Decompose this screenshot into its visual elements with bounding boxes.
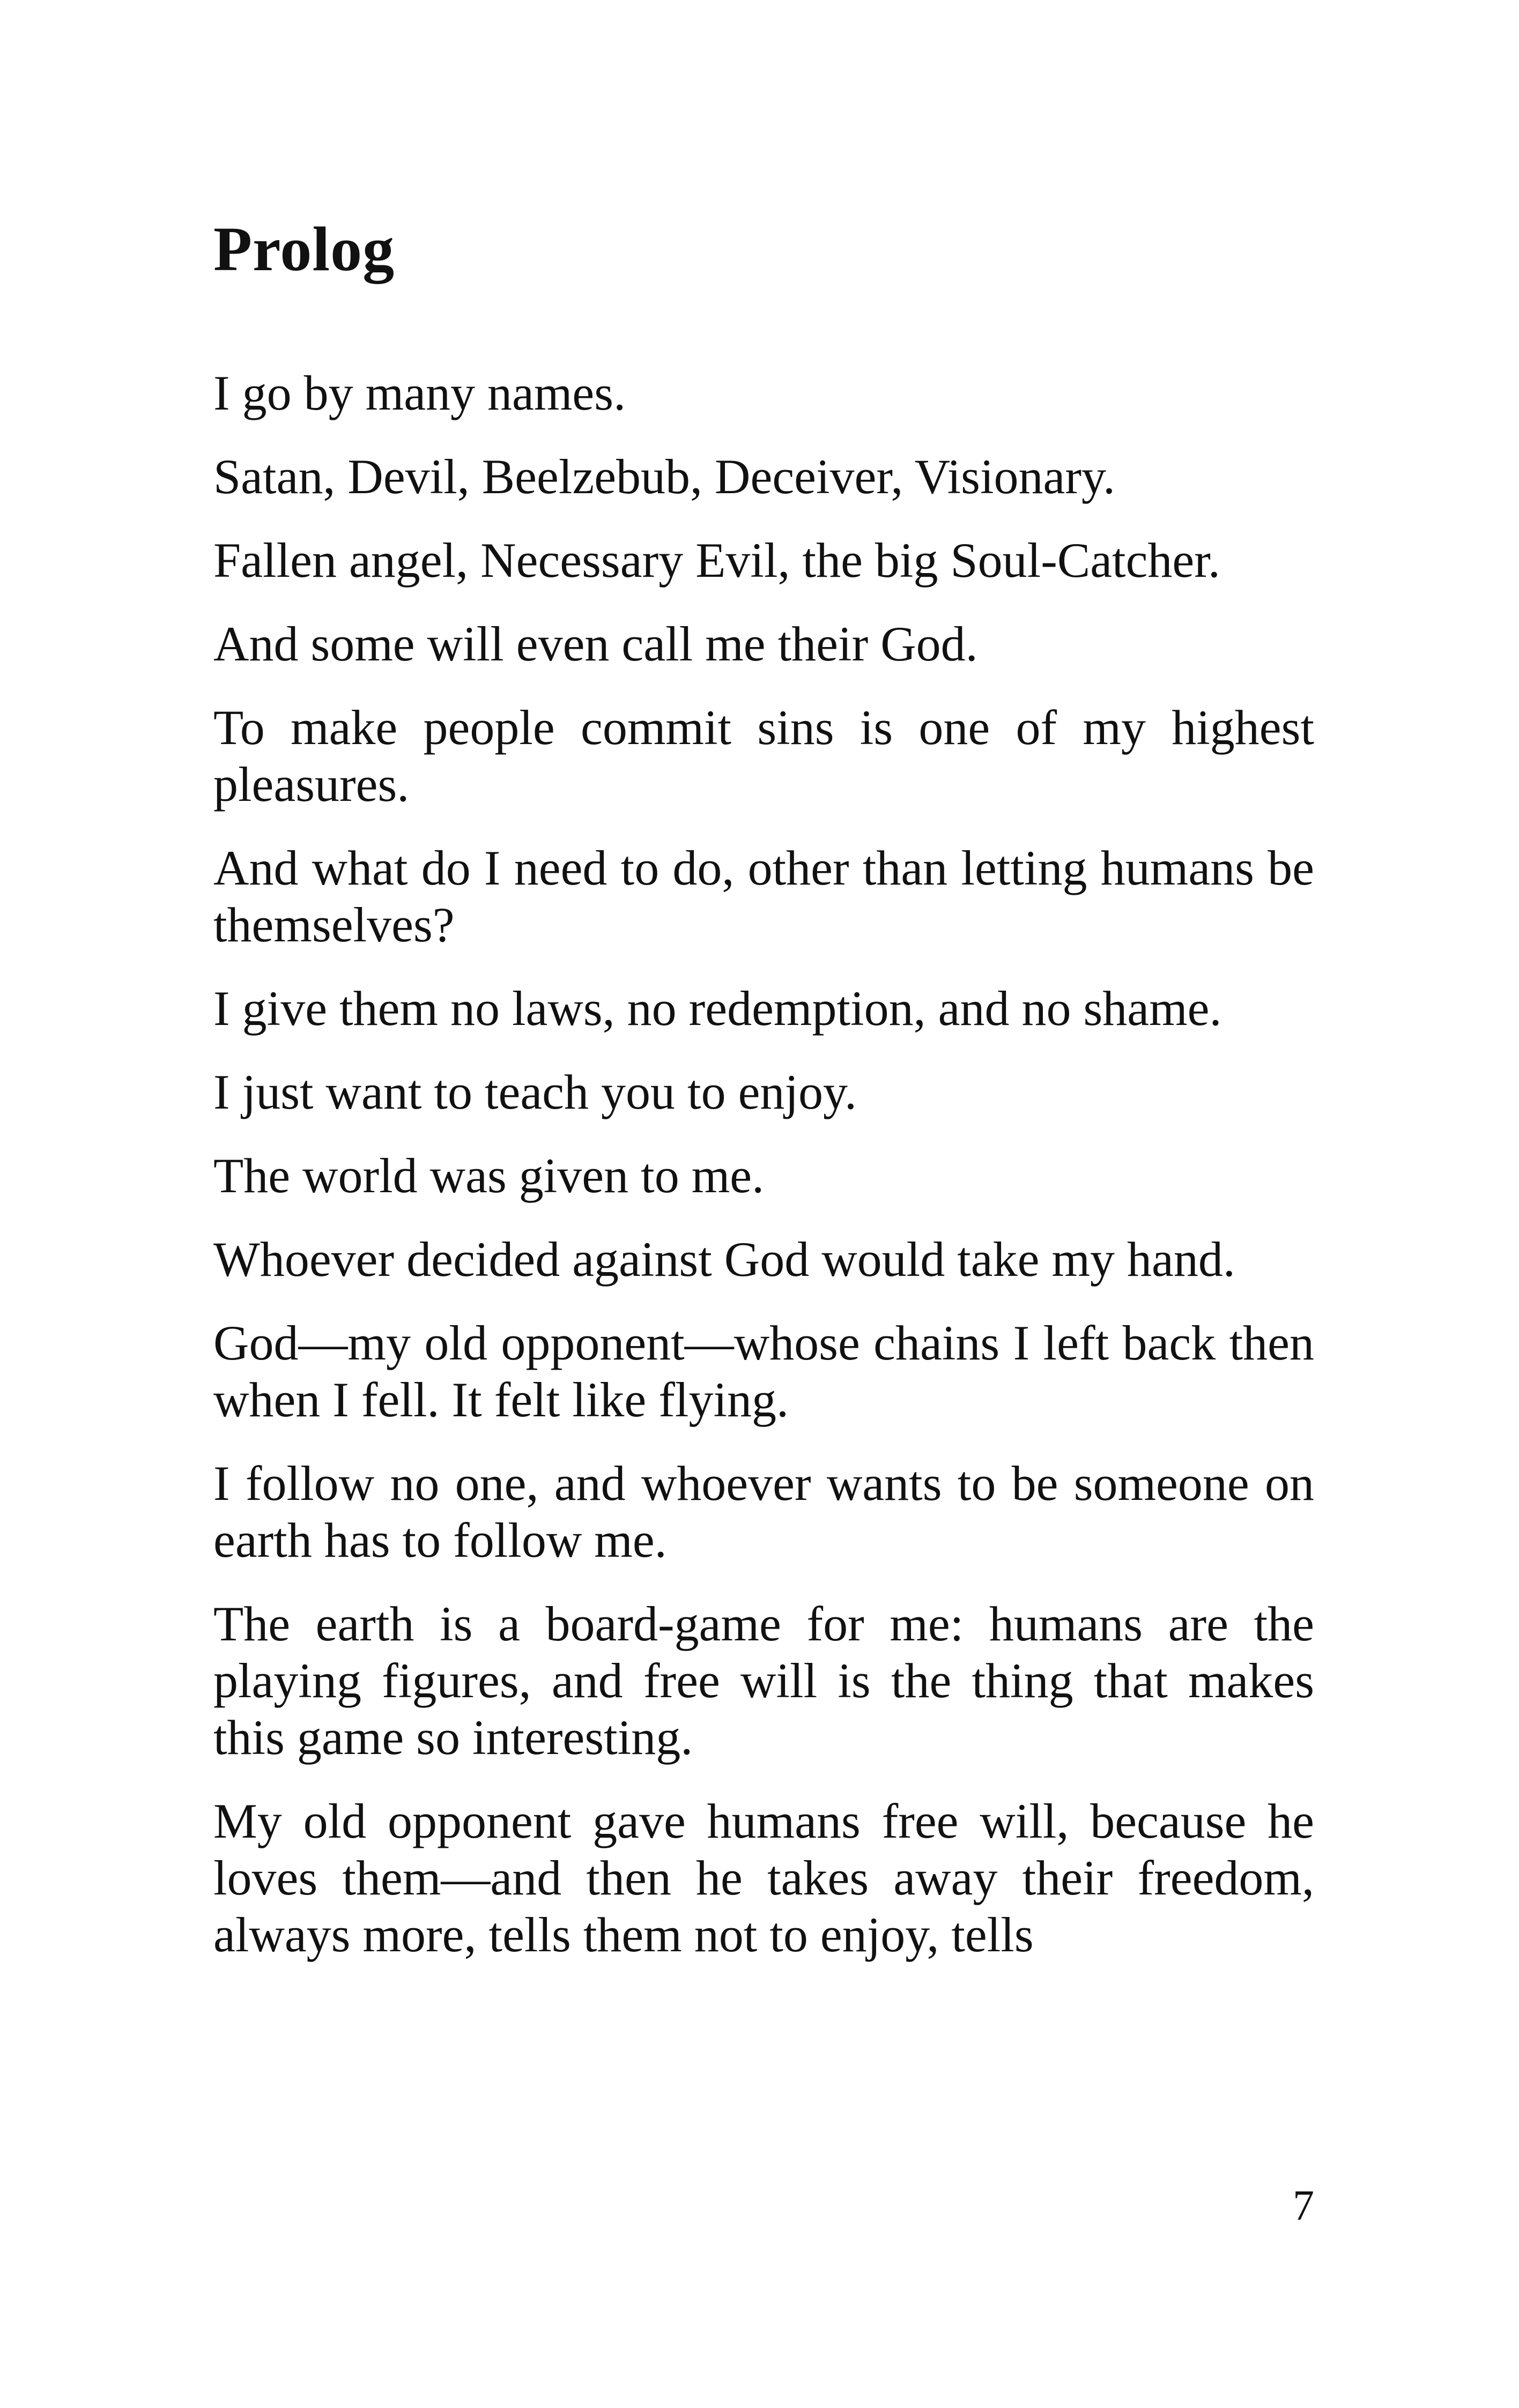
paragraph: The earth is a board-game for me: humans are the playing figures, and free will is the thing that makes this game so interesting.: [213, 1596, 1314, 1765]
paragraph: I give them no laws, no redemption, and no shame.: [213, 981, 1222, 1036]
chapter-title: Prolog: [213, 214, 395, 284]
paragraph: I just want to teach you to enjoy.: [213, 1065, 857, 1119]
paragraph: Satan, Devil, Beelzebub, Deceiver, Visionary.: [213, 449, 1116, 504]
paragraph: I go by many names.: [213, 366, 626, 420]
paragraph: Fallen angel, Necessary Evil, the big Soul-Catcher.: [213, 533, 1220, 588]
paragraph: My old opponent gave humans free will, because he loves them—and then he takes away their freedom, always more, tells them not to enjoy, tells: [213, 1794, 1314, 1962]
paragraph: To make people commit sins is one of my highest pleasures.: [213, 700, 1314, 812]
paragraph: Whoever decided against God would take my hand.: [213, 1232, 1235, 1287]
paragraph: God—my old opponent—whose chains I left back then when I fell. It felt like flying.: [213, 1316, 1314, 1427]
paragraph: And some will even call me their God.: [213, 616, 978, 671]
paragraph: I follow no one, and whoever wants to be someone on earth has to follow me.: [213, 1456, 1314, 1567]
page-number: 7: [1293, 2182, 1314, 2229]
body-text: [213, 365, 1314, 1990]
paragraph: And what do I need to do, other than letting humans be themselves?: [213, 841, 1314, 952]
paragraph: The world was given to me.: [213, 1148, 765, 1203]
